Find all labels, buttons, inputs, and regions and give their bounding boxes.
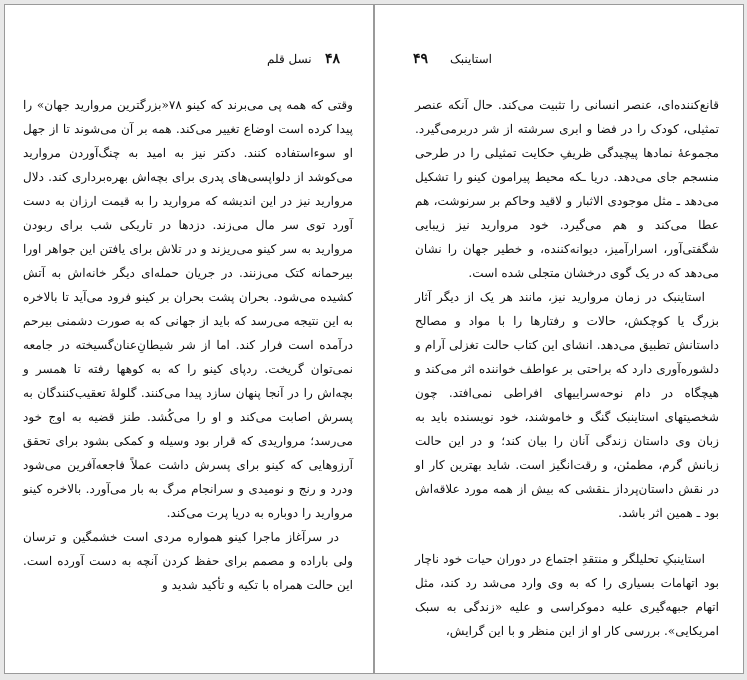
right-page-header — [375, 51, 743, 71]
right-paragraph-1: قانع‌کننده‌ای، عنصر انسانی را تثبیت می‌کند. حال آنکه عنصر تمثیلی، کودک را در فضا و ابری سرشته از شر دربرمی‌گیرد. مجموعهٔ نمادها پیچیدگی ظریفِ حکایت تمثیلی را در طرحی منسجم جای می‌دهد. دریا ـکه محیط پیرامون کینو را تشکیل می‌دهد ـ مثل موجودی الاثبار و لاقید وحاکم بر سرنوشت، هم عطا می‌کند و هم می‌گیرد. خود مروارید نیز زیبایی شگفتی‌آور، اسرارآمیز، دیوانه‌کننده، و خطیر جهان را نشان می‌دهد که در یک گوی درخشان متجلی شده است. — [415, 98, 719, 280]
right-paragraph-2: استاینبک در زمان مروارید نیز، مانند هر یک از دیگر آثار بزرگ یا کوچکش، حالات و رفتارها را با مواد و مصالح داستانش تطبیق می‌دهد. انشای این کتاب حالت تغزلی آرام و دلشوره‌آوری دارد که براحتی بر عواطف خواننده اثر می‌کند و هیچگاه در دام نوحه‌سراییهای افراطی نمی‌افتد. چون شخصیتهای استاینبک گنگ و خاموشند، خود نویسنده باید به زبان وی داستان زندگی آنان را بیان کند؛ و در این حالت زبانش گرم، مطمئن، و رقت‌انگیز است. شاید بهترین کار او در نقش داستان‌پرداز ـنقشی که بیش از همه مورد علاقه‌اش بود ـ همین اثر باشد. — [415, 290, 719, 520]
left-paragraph-1: وقتی که همه پی می‌برند که کینو ۷۸«بزرگترین مروارید جهان» را پیدا کرده است اوضاع تغییر می‌کند. همه بر آن می‌شوند تا از جهل او سوءاستفاده کنند. دکتر نیز به امید به چنگ‌آوردن مروارید می‌کوشد از دلواپسی‌های پدری برای بچه‌اش بهره‌برداری کند. دلال مروارید نیز در این اندیشه که مروارید را به قیمت ارزان به دست آورد توی سر مال می‌زند. دزدها در تاریکی شب برای ربودن مروارید به سر کینو می‌ریزند و در تلاش برای یافتن این جواهر اورا بیرحمانه کتک می‌زنند. در جریان حمله‌ای دیگر خانه‌اش به آتش کشیده می‌شود. بحران پشت بحران بر کینو فرود می‌آید تا بالاخره به این نتیجه می‌رسد که باید از جهانی که به صورت دشمنی بیرحم درآمده است فرار کند. اما از شر شیطانِ‌عنان‌گسیخته در جامعه نمی‌توان گریخت. ردپای کینو را که به کوهها رفته تا همسر و بچه‌اش را در آنجا پنهان سازد پیدا می‌کنند. گلوله‌ٔ تعقیب‌کنندگان به پسرش اصابت می‌کند و او را می‌کُشد. طنز قضیه به اوج خود می‌رسد؛ مرواریدی که قرار بود وسیله و کمکی بشود برای تحقق آرزوهایی که کینو برای پسرش داشت عملاً فاجعه‌آفرین می‌شود ودرد و رنج و نومیدی و سرانجام مرگ به بار می‌آورد. بالاخره کینو مروارید را دوباره به دریا پرت می‌کند. — [23, 98, 353, 520]
right-paragraph-3: استاینبکِ تحلیلگر و منتقدِ اجتماع در دوران حیات خود ناچار بود اتهامات بسیاری را که به وی وارد می‌شد رد کند، مثل اتهام جبهه‌گیری علیه دموکراسی و علیه «زندگی به سبک امریکایی». بررسی کار او از این منظر و با این گرایش، — [415, 552, 719, 638]
left-page-body — [23, 93, 353, 597]
right-page — [374, 4, 744, 674]
right-page-number: ۴۹ — [413, 51, 429, 67]
left-page — [4, 4, 374, 674]
right-page-body — [415, 93, 719, 643]
left-paragraph-2: در سرآغاز ماجرا کینو همواره مردی است خشمگین و ترسان ولی باراده و مصمم برای حفظ کردن آنچه به دست آورده است. این حالت همراه با تکیه و تأکید شدید و — [23, 530, 353, 592]
left-page-number: ۴۸ — [325, 51, 341, 67]
left-page-header — [5, 51, 373, 71]
left-running-title: نسل قلم — [267, 52, 312, 66]
right-running-title: استاینبک — [450, 52, 492, 66]
